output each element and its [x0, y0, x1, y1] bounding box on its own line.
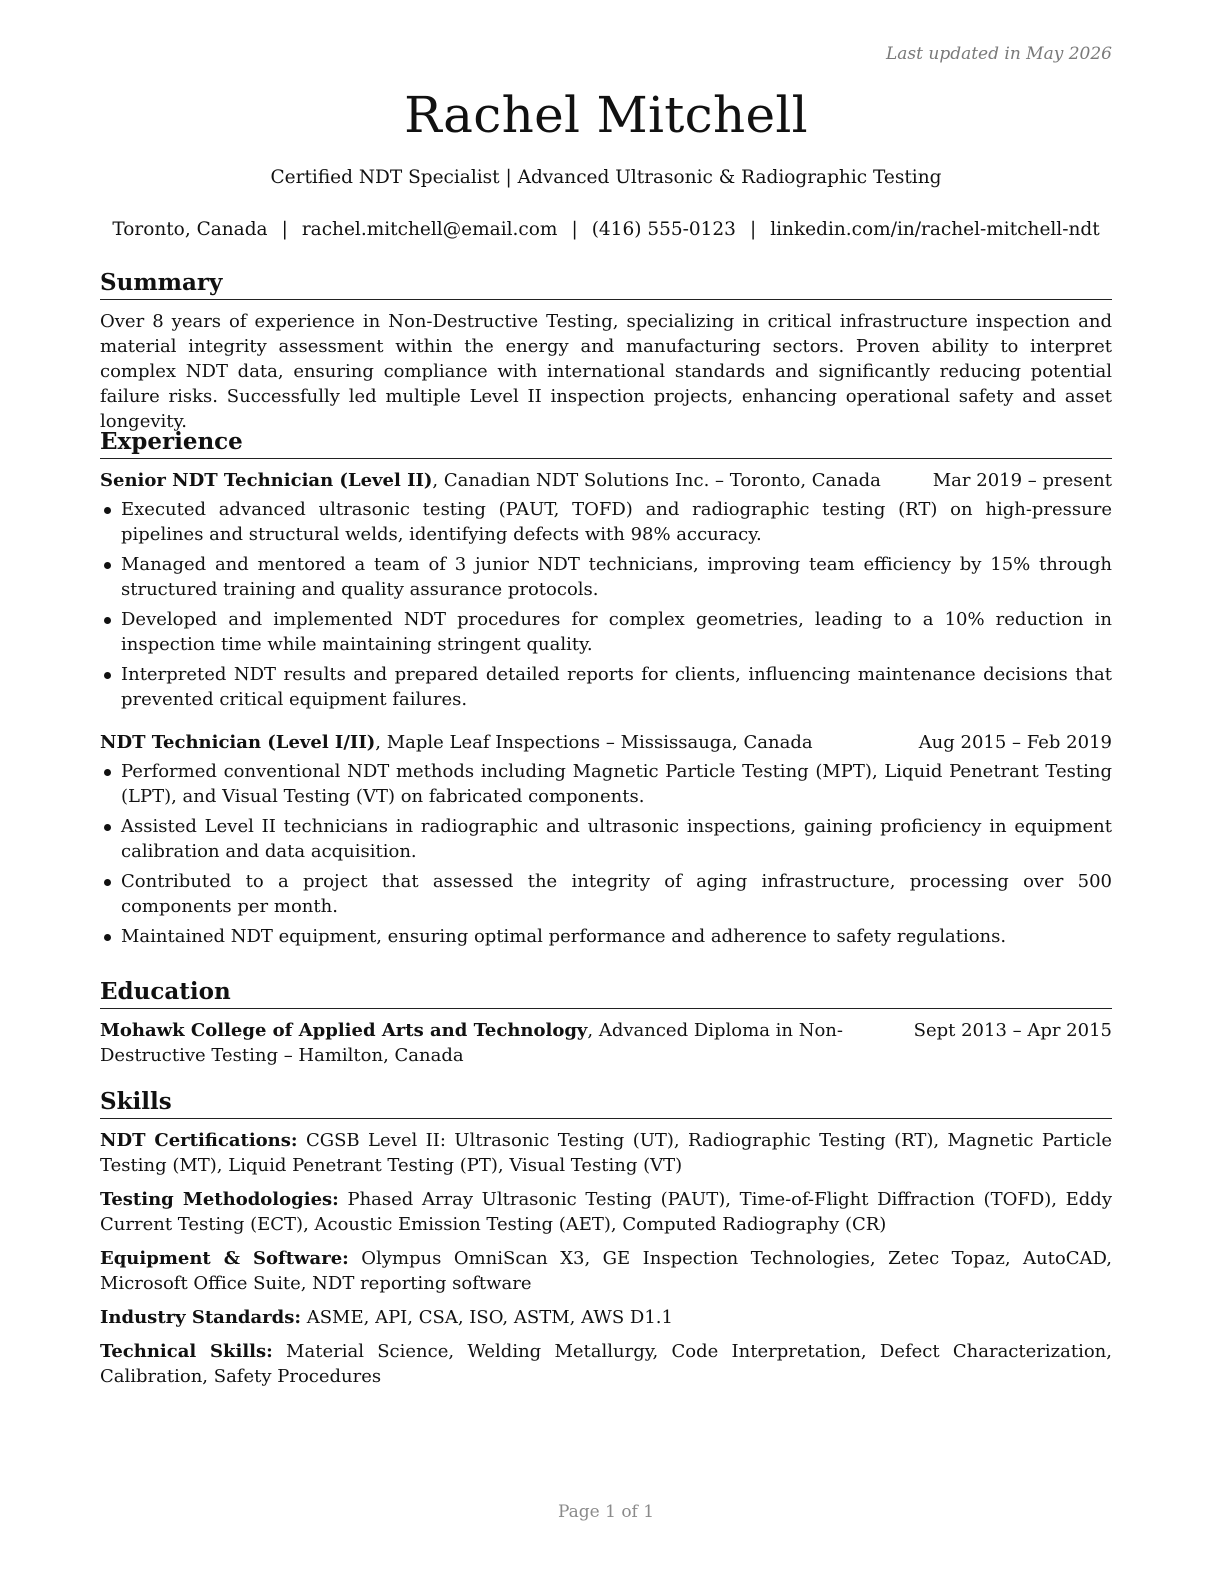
bullet-item: Maintained NDT equipment, ensuring optimal performance and adherence to safety regulations. [100, 924, 1112, 949]
summary-section [100, 268, 1112, 434]
skill-item [100, 1187, 1112, 1237]
job-org: , Canadian NDT Solutions Inc. – Toronto, Canada [432, 470, 881, 491]
bullet-item: Managed and mentored a team of 3 junior NDT technicians, improving team efficiency by 15% through structured training and quality assurance protocols. [100, 552, 1112, 602]
job-entry [100, 730, 1112, 949]
bullet-item: Contributed to a project that assessed the integrity of aging infrastructure, processing over 500 components per month. [100, 869, 1112, 919]
education-school: Mohawk College of Applied Arts and Technology [100, 1020, 588, 1041]
skill-item [100, 1128, 1112, 1178]
contact-phone: (416) 555-0123 [591, 219, 736, 240]
contact-separator: | [281, 219, 288, 240]
contact-location: Toronto, Canada [112, 219, 268, 240]
education-details [100, 1018, 890, 1068]
section-title-skills: Skills [100, 1087, 1112, 1119]
contact-email[interactable]: rachel.mitchell@email.com [301, 219, 558, 240]
skills-section [100, 1087, 1112, 1398]
skill-label: Industry Standards: [100, 1307, 301, 1328]
page-number: Page 1 of 1 [557, 1502, 655, 1522]
section-title-summary: Summary [100, 268, 1112, 300]
skill-label: Technical Skills: [100, 1341, 273, 1362]
education-program: , Advanced Diploma in Non-Destructive Testing – Hamilton, Canada [100, 1020, 843, 1066]
bullet-item: Performed conventional NDT methods including Magnetic Particle Testing (MPT), Liquid Penetrant Testing (LPT), and Visual Testing (VT) on fabricated components. [100, 759, 1112, 809]
headline: Certified NDT Specialist | Advanced Ultrasonic & Radiographic Testing [270, 167, 942, 188]
candidate-name: Rachel Mitchell [404, 86, 808, 144]
education-entry [100, 1018, 1112, 1068]
job-dates: Mar 2019 – present [932, 470, 1112, 491]
job-org: , Maple Leaf Inspections – Mississauga, Canada [375, 732, 813, 753]
summary-text: Over 8 years of experience in Non-Destructive Testing, specializing in critical infrastructure inspection and material integrity assessment within the energy and manufacturing sectors. Proven ability to interpret complex NDT data, ensuring compliance with international standards and significantly reducing potential failure risks. Successfully led multiple Level II inspection projects, enhancing operational safety and asset longevity. [100, 311, 1112, 432]
skill-label: Equipment & Software: [100, 1248, 349, 1269]
job-entry [100, 468, 1112, 712]
job-bullets [100, 497, 1112, 712]
job-title-line [100, 468, 881, 493]
skill-item [100, 1246, 1112, 1296]
bullet-item: Developed and implemented NDT procedures for complex geometries, leading to a 10% reduction in inspection time while maintaining stringent quality. [100, 607, 1112, 657]
job-bullets [100, 759, 1112, 949]
job-role: NDT Technician (Level I/II) [100, 732, 376, 753]
skill-label: NDT Certifications: [100, 1130, 298, 1151]
section-title-education: Education [100, 977, 1112, 1009]
education-dates: Sept 2013 – Apr 2015 [913, 1020, 1112, 1041]
job-header [100, 468, 1112, 493]
education-section [100, 977, 1112, 1068]
skill-label: Testing Methodologies: [100, 1189, 339, 1210]
skill-item [100, 1339, 1112, 1389]
contact-separator: | [749, 219, 757, 240]
skill-value: CGSB Level II: Ultrasonic Testing (UT), Radiographic Testing (RT), Magnetic Particle Testing (MT), Liquid Penetrant Testing (PT), Visual Testing (VT) [100, 1130, 1112, 1176]
skill-value: Olympus OmniScan X3, GE Inspection Technologies, Zetec Topaz, AutoCAD, Microsoft Office Suite, NDT reporting software [100, 1248, 1112, 1294]
contact-linkedin[interactable]: linkedin.com/in/rachel-mitchell-ndt [770, 219, 1100, 240]
job-header [100, 730, 1112, 755]
bullet-item: Assisted Level II technicians in radiographic and ultrasonic inspections, gaining proficiency in equipment calibration and data acquisition. [100, 814, 1112, 864]
resume-page [100, 0, 1112, 1584]
last-updated-note: Last updated in May 2026 [885, 44, 1112, 64]
bullet-item: Interpreted NDT results and prepared detailed reports for clients, influencing maintenance decisions that prevented critical equipment failures. [100, 662, 1112, 712]
section-title-experience: Experience [100, 427, 1112, 459]
job-role: Senior NDT Technician (Level II) [100, 470, 433, 491]
skill-item [100, 1305, 1112, 1330]
bullet-item: Executed advanced ultrasonic testing (PAUT, TOFD) and radiographic testing (RT) on high-pressure pipelines and structural welds, identifying defects with 98% accuracy. [100, 497, 1112, 547]
skill-value: Phased Array Ultrasonic Testing (PAUT), Time-of-Flight Diffraction (TOFD), Eddy Current Testing (ECT), Acoustic Emission Testing (AET), Computed Radiography (CR) [100, 1189, 1112, 1235]
job-title-line [100, 730, 813, 755]
job-dates: Aug 2015 – Feb 2019 [918, 732, 1112, 753]
contact-separator: | [571, 219, 578, 240]
skill-value: Material Science, Welding Metallurgy, Code Interpretation, Defect Characterization, Calibration, Safety Procedures [100, 1341, 1112, 1387]
contact-line [80, 219, 1132, 240]
skill-value: ASME, API, CSA, ISO, ASTM, AWS D1.1 [301, 1307, 673, 1328]
experience-section [100, 427, 1112, 954]
